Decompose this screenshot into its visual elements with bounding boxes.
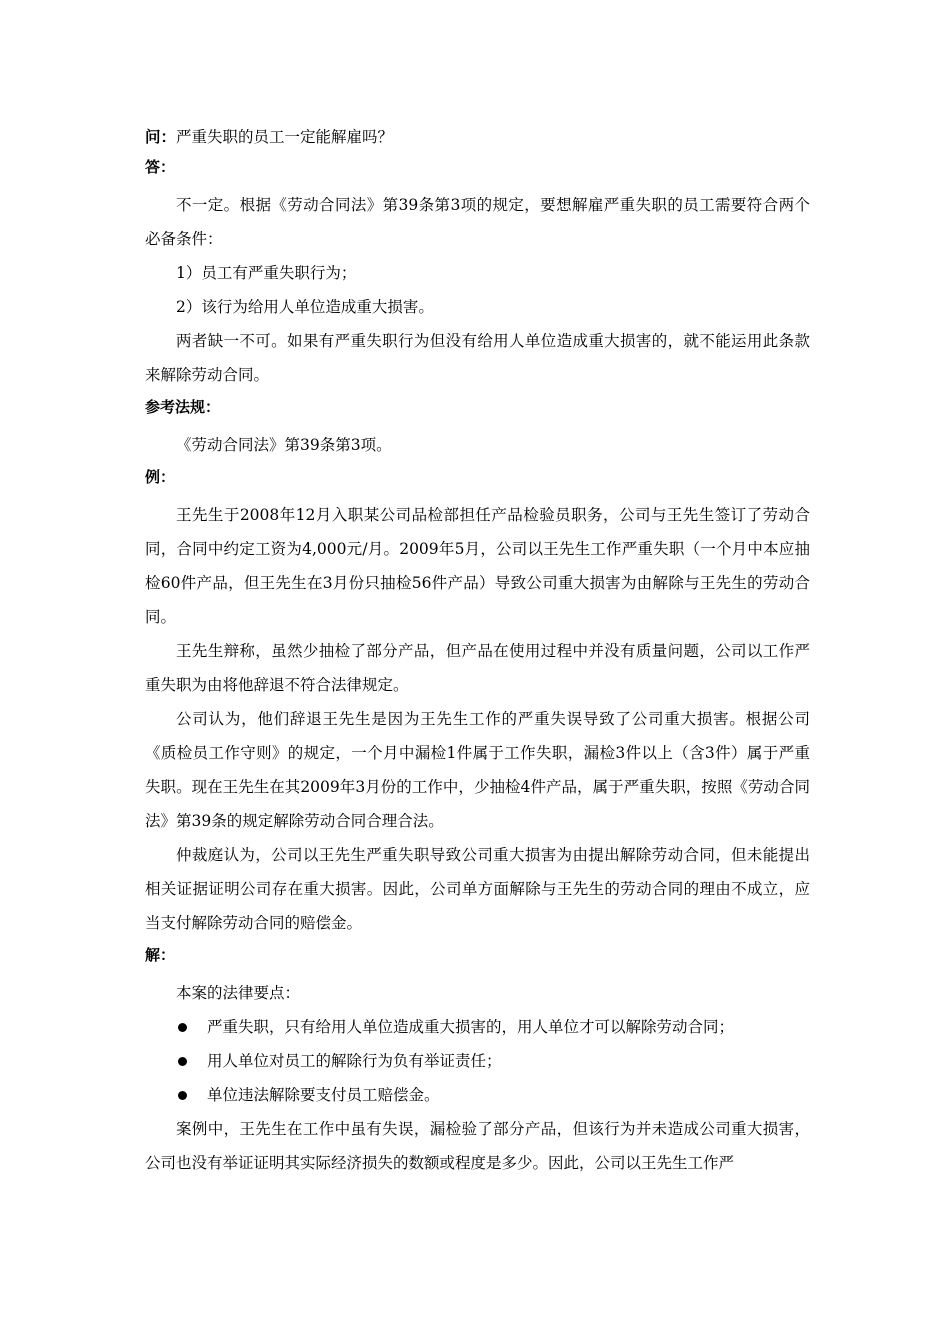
question-text: 严重失职的员工一定能解雇吗？: [176, 128, 394, 146]
bullet-icon: [178, 1023, 187, 1032]
example-paragraph-3: 公司认为，他们辞退王先生是因为王先生工作的严重失误导致了公司重大损害。根据公司《质检员工作守则》的规定，一个月中漏检1件属于工作失职，漏检3件以上（含3件）属于严重失职。现在王先生在其2009年3月份的工作中，少抽检4件产品，属于严重失职，按照《劳动合同法》第39条的规定解除劳动合同合理合法。: [145, 710, 810, 830]
document-page: [145, 126, 810, 1180]
solution-intro: 本案的法律要点：: [176, 984, 301, 1002]
bullet-icon: [178, 1057, 187, 1066]
answer-condition-1: 1）员工有严重失职行为；: [176, 264, 357, 282]
list-item: [145, 1078, 810, 1112]
bullet-text: 严重失职，只有给用人单位造成重大损害的，用人单位才可以解除劳动合同；: [207, 1018, 735, 1036]
bullet-text: 单位违法解除要支付员工赔偿金。: [207, 1086, 440, 1104]
answer-label: 答：: [145, 158, 176, 176]
bullet-text: 用人单位对员工的解除行为负有举证责任；: [207, 1052, 502, 1070]
question-label: 问：: [145, 128, 177, 146]
example-paragraph-1: 王先生于2008年12月入职某公司品检部担任产品检验员职务，公司与王先生签订了劳动合同，合同中约定工资为4,000元/月。2009年5月，公司以王先生工作严重失职（一个月中本应抽检60件产品，但王先生在3月份只抽检56件产品）导致公司重大损害为由解除与王先生的劳动合同。: [145, 506, 810, 626]
reference-text: 《劳动合同法》第39条第3项。: [176, 436, 392, 454]
example-label: 例：: [145, 468, 176, 486]
question-line: [145, 126, 810, 148]
example-paragraph-2: 王先生辩称，虽然少抽检了部分产品，但产品在使用过程中并没有质量问题，公司以工作严重失职为由将他辞退不符合法律规定。: [145, 642, 810, 694]
solution-closing: 案例中，王先生在工作中虽有失误，漏检验了部分产品，但该行为并未造成公司重大损害，公司也没有举证证明其实际经济损失的数额或程度是多少。因此，公司以王先生工作严: [145, 1120, 810, 1172]
answer-paragraph: 不一定。根据《劳动合同法》第39条第3项的规定，要想解雇严重失职的员工需要符合两个必备条件：: [145, 196, 810, 248]
example-paragraph-4: 仲裁庭认为，公司以王先生严重失职导致公司重大损害为由提出解除劳动合同，但未能提出相关证据证明公司存在重大损害。因此，公司单方面解除与王先生的劳动合同的理由不成立，应当支付解除劳动合同的赔偿金。: [145, 846, 810, 932]
answer-condition-2: 2）该行为给用人单位造成重大损害。: [176, 298, 434, 316]
answer-conclusion: 两者缺一不可。如果有严重失职行为但没有给用人单位造成重大损害的，就不能运用此条款来解除劳动合同。: [145, 332, 810, 384]
list-item: [145, 1010, 810, 1044]
list-item: [145, 1044, 810, 1078]
bullet-icon: [178, 1091, 187, 1100]
solution-label: 解：: [145, 946, 176, 964]
reference-label: 参考法规：: [145, 398, 221, 416]
